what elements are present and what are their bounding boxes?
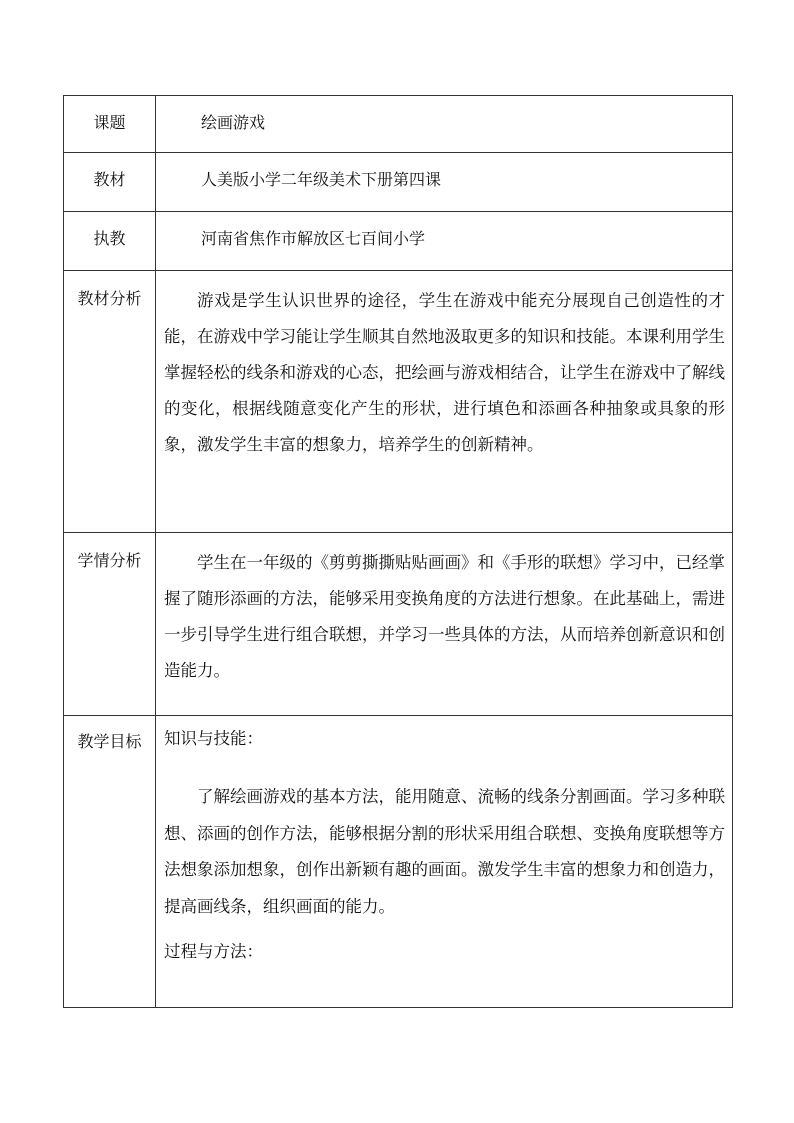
row-student-analysis	[64, 533, 733, 716]
student-analysis-text: 学生在一年级的《剪剪撕撕贴贴画画》和《手形的联想》学习中，已经掌握了随形添画的方法，能够采用变换角度的方法进行想象。在此基础上，需进一步引导学生进行组合联想，并学习一些具体的方法，从而培养创新意识和创造能力。	[164, 553, 725, 680]
row-teacher	[64, 212, 733, 271]
teaching-goals-label-cell	[64, 716, 156, 1008]
row-teaching-goals	[64, 716, 733, 1008]
teacher-value-cell	[156, 212, 733, 271]
textbook-analysis-text: 游戏是学生认识世界的途径，学生在游戏中能充分展现自己创造性的才能，在游戏中学习能让学生顺其自然地汲取更多的知识和技能。本课利用学生掌握轻松的线条和游戏的心态，把绘画与游戏相结合，让学生在游戏中了解线的变化，根据线随意变化产生的形状，进行填色和添画各种抽象或具象的形象，激发学生丰富的想象力，培养学生的创新精神。	[164, 291, 725, 454]
row-material	[64, 153, 733, 212]
teaching-goals-cell	[156, 716, 733, 1008]
material-value-cell	[156, 153, 733, 212]
title-label-cell	[64, 96, 156, 153]
teacher-value: 河南省焦作市解放区七百间小学	[201, 229, 426, 248]
title-label: 课题	[93, 113, 126, 132]
row-textbook-analysis	[64, 271, 733, 533]
student-analysis-label: 学情分析	[77, 551, 142, 570]
material-label: 教材	[93, 170, 126, 189]
goal-heading-knowledge: 知识与技能：	[164, 729, 263, 748]
teaching-goals-label: 教学目标	[77, 732, 142, 751]
goal-heading-process: 过程与方法：	[164, 942, 263, 961]
title-value-cell	[156, 96, 733, 153]
teacher-label: 执教	[93, 229, 126, 248]
textbook-analysis-cell	[156, 271, 733, 533]
material-label-cell	[64, 153, 156, 212]
lesson-plan-table	[63, 95, 733, 1008]
title-value: 绘画游戏	[201, 113, 266, 132]
goal-knowledge-text: 了解绘画游戏的基本方法，能用随意、流畅的线条分割画面。学习多种联想、添画的创作方法，能够根据分割的形状采用组合联想、变换角度联想等方法想象添加想象，创作出新颖有趣的画面。激发学生丰富的想象力和创造力，提高画线条，组织画面的能力。	[164, 787, 725, 916]
teacher-label-cell	[64, 212, 156, 271]
student-analysis-cell	[156, 533, 733, 716]
textbook-analysis-label-cell	[64, 271, 156, 533]
student-analysis-label-cell	[64, 533, 156, 716]
row-title	[64, 96, 733, 153]
textbook-analysis-label: 教材分析	[77, 289, 142, 308]
material-value: 人美版小学二年级美术下册第四课	[201, 170, 442, 189]
